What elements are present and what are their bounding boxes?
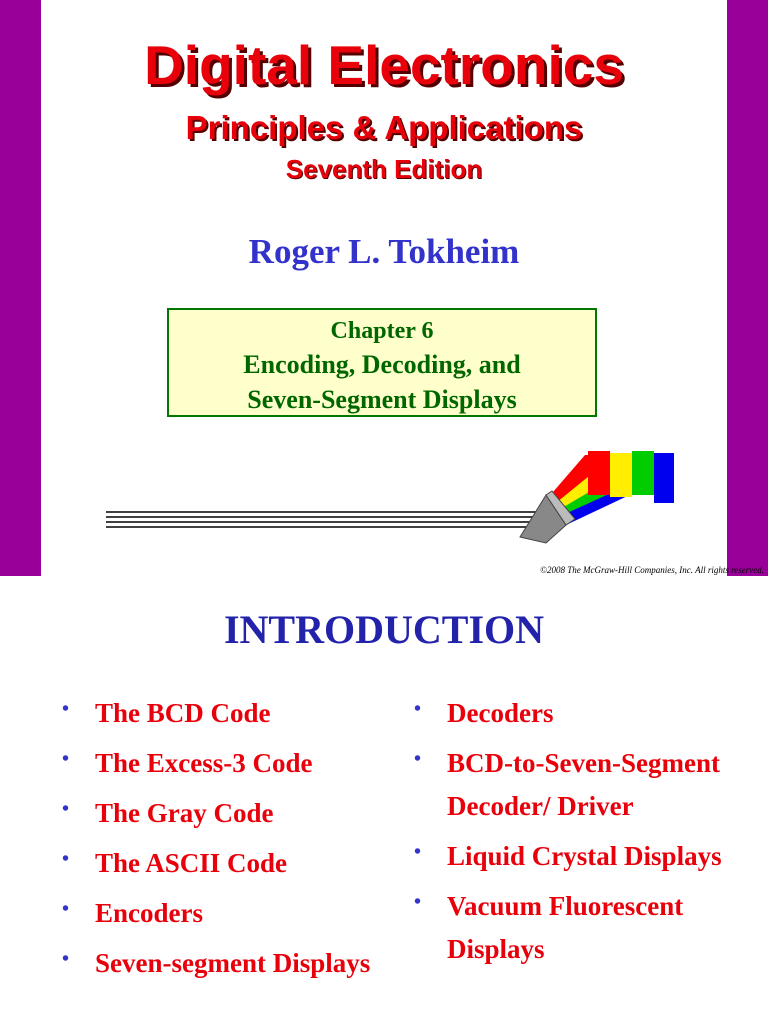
bullet-icon: • [62,848,70,870]
bullet-icon: • [62,898,70,920]
list-item-text: The ASCII Code [95,848,288,878]
list-item [62,792,392,835]
prism-light-beams-icon [100,445,680,545]
bullet-icon: • [414,841,422,863]
bullet-icon: • [62,948,70,970]
bullet-icon: • [62,698,70,720]
list-item [62,892,392,935]
book-title: Digital Electronics [144,34,624,96]
bullet-icon: • [414,698,422,720]
list-item [62,842,392,885]
chapter-box [167,308,597,417]
list-item-text: Liquid Crystal Displays [447,841,722,871]
bullet-icon: • [62,798,70,820]
list-item [62,942,392,985]
book-subtitle: Principles & Applications [185,109,583,146]
list-item-text: The BCD Code [95,698,271,728]
list-item-text: Encoders [95,898,203,928]
list-item [414,835,754,878]
chapter-label: Chapter 6 [330,318,434,344]
author-name: Roger L. Tokheim [248,232,520,271]
list-item-text: Vacuum Fluorescent Displays [447,891,684,964]
bullet-icon: • [62,748,70,770]
bullet-icon: • [414,891,422,913]
list-item-text: Seven-segment Displays [95,948,371,978]
list-item [414,885,754,971]
list-item-text: The Gray Code [95,798,274,828]
list-item [414,692,754,735]
list-item [414,742,754,828]
list-item [62,742,392,785]
chapter-title-line-2: Seven-Segment Displays [247,385,517,414]
introduction-slide [0,576,768,1024]
copyright-notice: ©2008 The McGraw-Hill Companies, Inc. All rights reserved. [540,565,764,575]
introduction-heading: INTRODUCTION [223,607,545,652]
list-item-text: BCD-to-Seven-Segment Decoder/ Driver [447,748,720,821]
book-edition: Seventh Edition [285,154,483,184]
list-item-text: The Excess-3 Code [95,748,313,778]
topics-list-left [62,692,392,992]
list-item [62,692,392,735]
topics-list-right [414,692,754,978]
chapter-title-line-1: Encoding, Decoding, and [243,350,521,379]
list-item-text: Decoders [447,698,554,728]
bullet-icon: • [414,748,422,770]
